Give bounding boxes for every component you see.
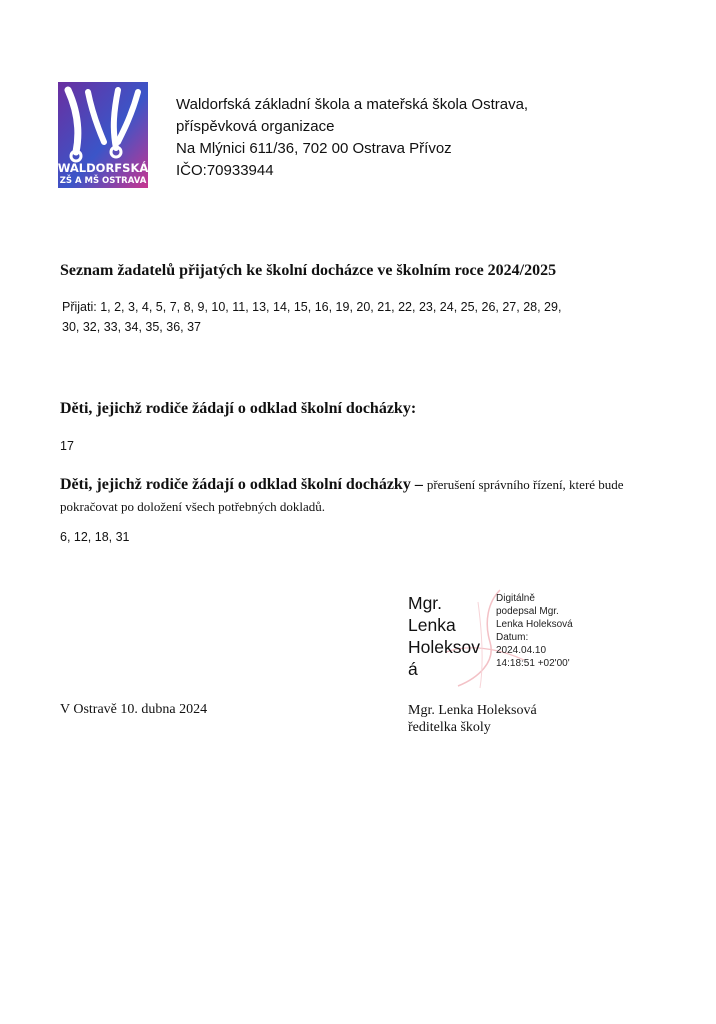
accepted-list bbox=[62, 297, 622, 337]
address-line-3: Na Mlýnici 611/36, 702 00 Ostrava Přívoz bbox=[176, 140, 452, 157]
accepted-line-1: Přijati: 1, 2, 3, 4, 5, 7, 8, 9, 10, 11, 13, 14, 15, 16, 19, 20, 21, 22, 23, 24, 25, 26, 27, 28, 29, bbox=[62, 300, 562, 314]
address-line-4: IČO:70933944 bbox=[176, 162, 274, 179]
signature-name-line-3: Holeksov bbox=[408, 637, 480, 657]
deferral-interrupted-dash: – bbox=[414, 476, 423, 493]
deferral-heading: Děti, jejichž rodiče žádají o odklad školní docházky: bbox=[60, 400, 417, 417]
signature-name-line-2: Lenka bbox=[408, 615, 456, 635]
signature-name bbox=[408, 592, 480, 680]
deferral-interrupted-note: přerušení správního řízení, které bude pokračovat po doložení všech potřebných dokladů. bbox=[60, 477, 624, 514]
deferral-interrupted-value: 6, 12, 18, 31 bbox=[60, 530, 130, 544]
signature-name-line-1: Mgr. bbox=[408, 593, 443, 613]
signer-role: ředitelka školy bbox=[408, 720, 491, 735]
signature-info-line-5: 2024.04.10 bbox=[496, 645, 547, 656]
signature-info-line-3: Lenka Holeksová bbox=[496, 619, 573, 630]
school-logo bbox=[58, 82, 148, 188]
signature-info-line-4: Datum: bbox=[496, 632, 529, 643]
address-line-1: Waldorfská základní škola a mateřská škola Ostrava, bbox=[176, 96, 529, 113]
signature-info bbox=[496, 592, 573, 670]
deferral-interrupted-title: Děti, jejichž rodiče žádají o odklad školní docházky bbox=[60, 476, 411, 493]
deferral-interrupted-heading bbox=[60, 474, 660, 518]
deferral-value: 17 bbox=[60, 439, 74, 453]
logo-text-1: WALDORFSKÁ bbox=[58, 161, 148, 175]
address-line-2: příspěvková organizace bbox=[176, 118, 335, 135]
school-address-block bbox=[176, 94, 528, 182]
logo-text-2: ZŠ A MŠ OSTRAVA bbox=[59, 176, 147, 186]
signature-info-line-1: Digitálně bbox=[496, 593, 535, 604]
signer-block bbox=[408, 702, 537, 736]
signature-info-line-2: podepsal Mgr. bbox=[496, 606, 559, 617]
signer-name: Mgr. Lenka Holeksová bbox=[408, 703, 537, 718]
signature-info-line-6: 14:18:51 +02'00' bbox=[496, 658, 570, 669]
page-title: Seznam žadatelů přijatých ke školní docházce ve školním roce 2024/2025 bbox=[60, 262, 557, 279]
signature-name-line-4: á bbox=[408, 659, 418, 679]
place-date: V Ostravě 10. dubna 2024 bbox=[60, 702, 208, 717]
logo-graphic bbox=[58, 82, 148, 188]
accepted-line-2: 30, 32, 33, 34, 35, 36, 37 bbox=[62, 320, 202, 334]
